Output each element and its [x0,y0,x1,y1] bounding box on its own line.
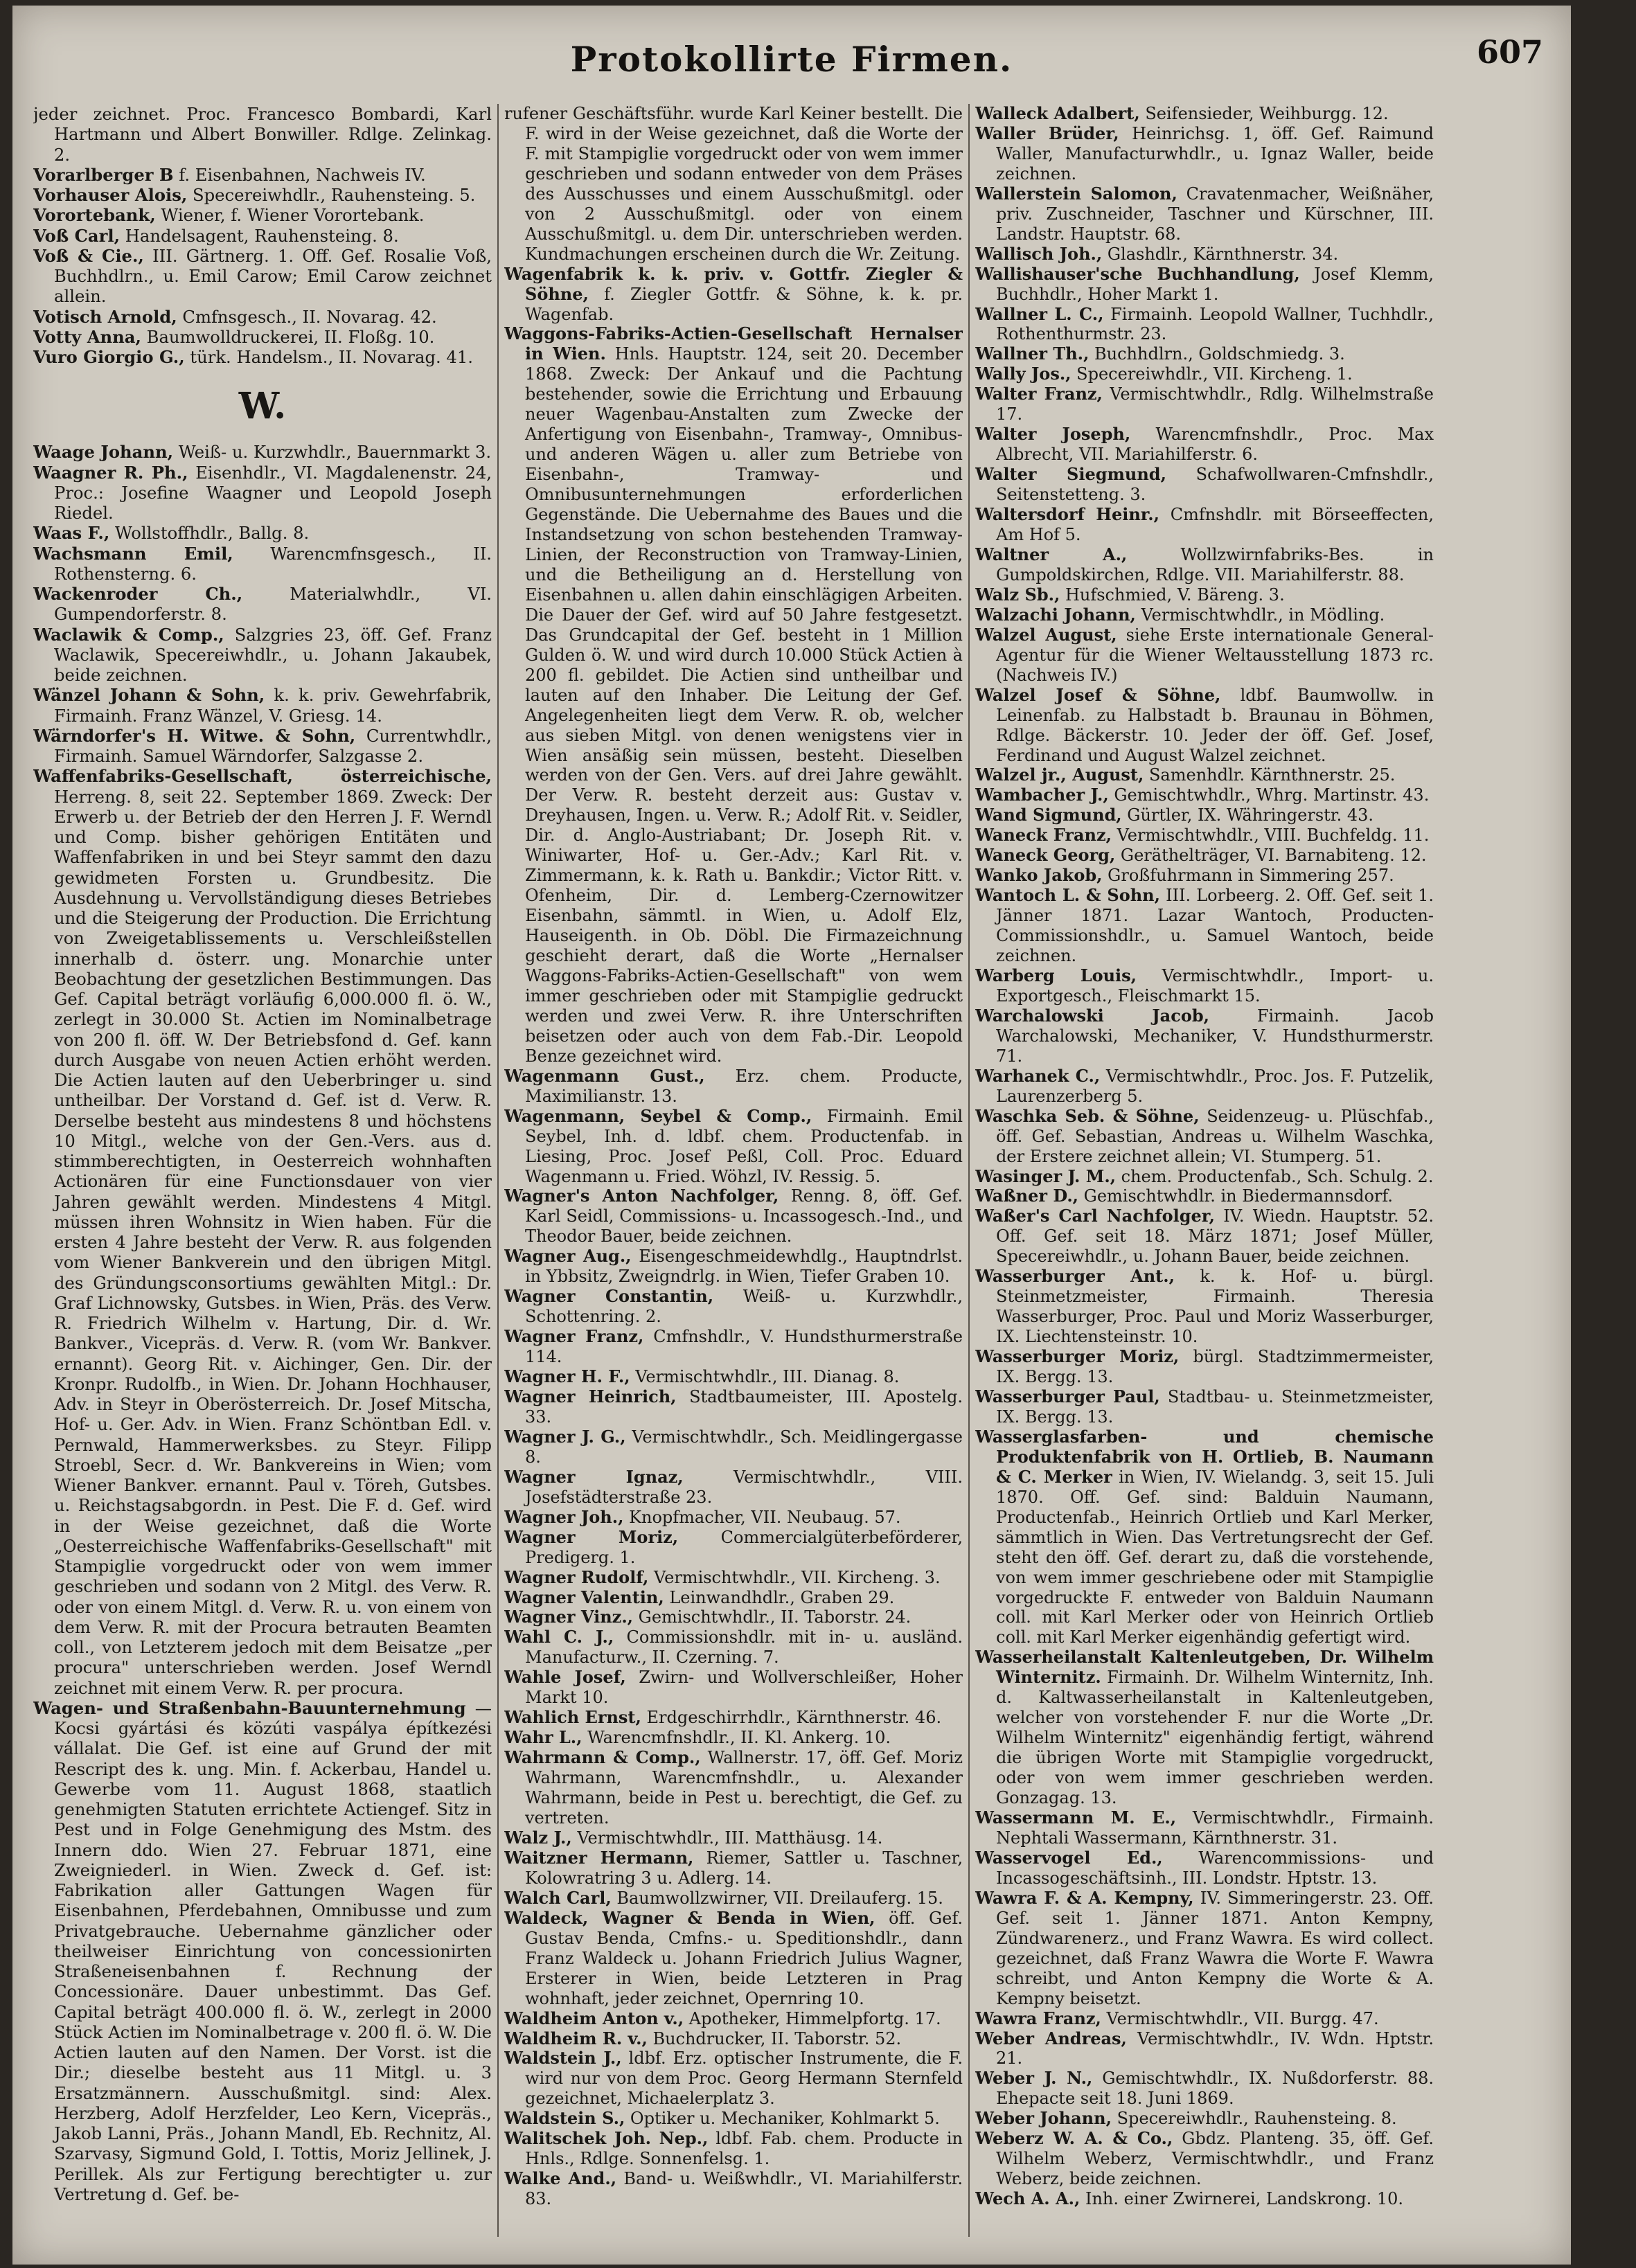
firm-name: Wech A. A., [975,2188,1081,2209]
firm-details: ldbf. Baumwollw. in Leinenfab. zu Halbstadt b. Braunau in Böhmen, Rdlge. Bäckerstr. 10. Jeder der öff. Gef. Josef, Ferdinand und August Walzel zeichnet. [996,685,1434,765]
firm-name: Wasservogel Ed., [975,1847,1163,1868]
firm-name: Wagner Ignaz, [504,1466,684,1487]
firm-entry [33,584,492,625]
firm-details: Knopfmacher, VII. Neubaug. 57. [623,1507,901,1527]
firm-name: Walz J., [504,1827,572,1848]
firm-details: öff. Gef. Gustav Benda, Cmfns.- u. Speditionshdlr., dann Franz Waldeck u. Johann Friedrich Julius Wagner, Ersterer in Wien, beide Letzteren in Prag wohnhaft, jeder zeichnet, Opernring 10. [525,1908,963,2008]
firm-details: f. Ziegler Gottfr. & Söhne, k. k. pr. Wagenfab. [525,284,963,324]
firm-name: Wasserheilanstalt Kaltenleutgeben, Dr. Wilhelm Winternitz. [975,1647,1434,1688]
firm-details: IV. Wiedn. Hauptstr. 52. Off. Gef. seit 18. März 1871; Josef Müller, Specereiwhdlr., u. Johann Bauer, beide zeichnen. [996,1206,1434,1267]
firm-entry [33,685,492,726]
firm-entry [975,1888,1434,2009]
firm-entry [975,1808,1434,1848]
firm-name: Wärndorfer's H. Witwe. & Sohn, [33,725,356,746]
firm-entry [975,1107,1434,1167]
firm-entry [975,104,1434,124]
firm-entry [975,2109,1434,2129]
firm-details: Vermischtwhdlr., VII. Kircheng. 3. [648,1567,941,1587]
firm-name: Walzachi Johann, [975,604,1136,625]
firm-entry [975,425,1434,465]
firm-details: Wiener, f. Wiener Vorortebank. [155,205,425,226]
firm-name: Wagen- und Straßenbahn-Bauunternehmung [33,1697,466,1718]
firm-entry [504,1247,963,1287]
firm-name: Wasserburger Moriz, [975,1346,1180,1367]
firm-name: Wambacher J., [975,785,1109,805]
firm-details: Gemischtwhdlr., Whrg. Martinstr. 43. [1108,785,1430,805]
firm-name: Walzel jr., August, [975,765,1144,785]
firm-details: III. Lorbeerg. 2. Off. Gef. seit 1. Jänner 1871. Lazar Wantoch, Producten-Commissionshdlr., u. Samuel Wantoch, beide zeichnen. [996,886,1434,966]
firm-details: Gürtler, IX. Währingerstr. 43. [1121,805,1374,825]
firm-details: Firmainh. Emil Seybel, Inh. d. ldbf. chem. Productenfab. in Liesing, Proc. Josef Peßl, Coll. Proc. Eduard Wagenmann u. Fried. Wöhzl, IV. Ressig. 5. [525,1106,963,1186]
firm-name: Weber Johann, [975,2108,1112,2129]
firm-details: Band- u. Weißwhdlr., VI. Mariahilferstr. 83. [525,2169,963,2209]
firm-entry [975,1006,1434,1066]
firm-entry [975,244,1434,265]
firm-entry [504,1828,963,1848]
firm-details: Inh. einer Zwirnerei, Landskrong. 10. [1080,2189,1404,2209]
firm-details: Stadtbau- u. Steinmetzmeister, IX. Bergg. 13. [996,1387,1434,1427]
firm-details: Baumwolldruckerei, II. Floßg. 10. [141,326,435,347]
firm-name: Waldeck, Wagner & Benda in Wien, [504,1907,875,1928]
firm-entry [975,625,1434,686]
firm-entry [504,1186,963,1247]
firm-name: Wagner Moriz, [504,1526,679,1547]
firm-name: Wagenmann, Seybel & Comp., [504,1105,812,1126]
firm-details: rufener Geschäftsführ. wurde Karl Keiner bestellt. Die F. wird in der Weise gezeichnet, daß die Worte der F. mit Stampiglie vorgedruckt oder von wem immer geschrieben und sodann entweder von dem Präses des Ausschusses und einem Ausschußmitgl. oder von 2 Ausschußmitgl. oder von einem Ausschußmitgl. u. dem Dir. unterschrieben werden. Kundmachungen erscheinen durch die Wr. Zeitung. [504,104,963,264]
firm-entry [975,1167,1434,1187]
firm-entry [975,765,1434,785]
firm-name: Wagner Constantin, [504,1286,714,1307]
firm-name: Waldheim Anton v., [504,2008,684,2028]
firm-entry [975,384,1434,425]
firm-details: Specereiwhdlr., Rauhensteing. 5. [187,185,476,205]
firm-name: Wahlich Ernst, [504,1707,641,1728]
firm-name: Waffenfabriks-Gesellschaft, österreichische, [33,766,492,787]
firm-name: Waldstein J., [504,2048,622,2069]
directory-page [12,6,1571,2265]
firm-entry [975,1186,1434,1206]
firm-entry [33,246,492,307]
firm-details: chem. Productenfab., Sch. Schulg. 2. [1116,1166,1434,1186]
firm-entry [504,2109,963,2129]
firm-name: Wassermann M. E., [975,1807,1177,1828]
firm-name: Weber Andreas, [975,2028,1127,2048]
firm-entry [504,1287,963,1327]
firm-name: Wallishauser'sche Buchhandlung, [975,263,1300,284]
firm-details: Eisengeschmeidewhdlg., Hauptndrlst. in Ybbsitz, Zweigndrlg. in Wien, Tiefer Graben 10. [525,1247,963,1287]
firm-entry [504,1327,963,1367]
firm-entry [975,605,1434,625]
firm-details: Erz. chem. Producte, Maximilianstr. 13. [525,1066,963,1106]
firm-name: Voß & Cie., [33,245,144,266]
firm-entry [975,545,1434,585]
firm-entry [504,104,963,265]
firm-name: Walke And., [504,2168,617,2189]
firm-name: Walleck Adalbert, [975,104,1140,123]
firm-entry [33,185,492,205]
firm-entry [975,1206,1434,1267]
firm-name: Votisch Arnold, [33,306,177,327]
firm-name: Wawra F. & A. Kempny, [975,1887,1194,1908]
firm-entry [504,1728,963,1748]
firm-name: Waneck Georg, [975,845,1116,866]
firm-entry [975,866,1434,886]
firm-entry [504,1427,963,1467]
firm-entry [975,686,1434,766]
firm-name: Wahrmann & Comp., [504,1747,701,1768]
firm-details: — Kocsi gyártási és közúti vaspálya építkezési vállalat. Die Gef. ist eine auf Grund der mit Rescript des k. ung. Min. f. Ackerbau, Handel u. Gewerbe vom 11. August 1868, staatlich genehmigten Statuten errichtete Actiengef. Sitz in Pest und in Folge Genehmigung des Mstm. des Innern ddo. Wien 27. Februar 1871, eine Zweigniederl. in Wien. Zweck d. Gef. ist: Fabrikation aller Gattungen Wagen für Eisenbahnen, Pferdebahnen, Omnibusse und zum Privatgebrauche. Uebernahme gänzlicher oder theilweiser Einrichtung von concessionirten Straßeneisenbahnen f. Rechnung der Concessionäre. Dauer unbestimmt. Das Gef. Capital beträgt 400.000 fl. ö. W., zerlegt in 2000 Stück Actien im Nominalbetrage v. 200 fl. ö. W. Die Actien lauten auf den Namen. Der Vorst. ist die Dir.; dieselbe besteht aus 11 Mitgl. u. 3 Ersatzmännern. Ausschußmitgl. sind: Alex. Herzberg, Adolf Herzfelder, Leo Kern, Vicepräs., Jakob Lanni, Präs., Johann Mandl, Eb. Rechnitz, Al. Szarvasy, Sigmund Gold, I. Tottis, Moriz Jellinek, J. Perillek. Als zur Fertigung berechtigter u. zur Vertretung d. Gef. be- [54,1697,492,2204]
firm-name: Waldstein S., [504,2108,625,2129]
firm-details: Gemischtwhdlr., II. Taborstr. 24. [633,1607,912,1627]
firm-entry [504,265,963,325]
firm-name: Waage Johann, [33,442,174,463]
firm-entry [975,305,1434,345]
firm-entry [975,505,1434,545]
firm-details: f. Eisenbahnen, Nachweis IV. [173,164,426,185]
firm-entry [33,327,492,347]
firm-entry [975,805,1434,825]
firm-details: III. Gärtnerg. 1. Off. Gef. Rosalie Voß, Buchhdlrn., u. Emil Carow; Emil Carow zeichnet allein. [54,245,492,307]
firm-details: Herreng. 8, seit 22. September 1869. Zweck: Der Erwerb u. der Betrieb der den Herren J. F. Werndl und Comp. bisher gehörigen Entitäten und Waffenfabriken in und bei Steyr sammt den dazu gewidmeten Forsten u. Grundbesitz. Die Ausdehnung u. Vervollständigung dieses Betriebes und die Steigerung der Production. Die Errichtung von Zweigetablissements u. Verschleißstellen innerhalb d. österr. ung. Monarchie unter Beobachtung der gesetzlichen Bestimmungen. Das Gef. Capital beträgt vorläufig 6,000.000 fl. ö. W., zerlegt in 30.000 St. Actien im Nominalbetrage von 200 fl. öff. W. Der Betriebsfond d. Gef. kann durch Ausgabe von neuen Actien erhöht werden. Die Actien lauten auf den Ueberbringer u. sind untheilbar. Der Vorstand d. Gef. ist d. Verw. R. Derselbe besteht aus mindestens 8 und höchstens 10 Mitgl., welche von der Gen.-Vers. aus d. stimmberechtigten, in Oesterreich wohnhaften Actionären für eine Functionsdauer von vier Jahren gewählt werden. Mindestens 4 Mitgl. müssen ihren Wohnsitz in Wien haben. Für die ersten 4 Jahre besteht der Verw. R. aus folgenden vom Wiener Bankverein und den übrigen Mitgl. des Gründungsconsortiums gewählten Mitgl.: Dr. Graf Lichnowsky, Gutsbes. in Wien, Präs. des Verw. R. Friedrich Wilhelm v. Hartung, Dir. d. Wr. Bankver., Vicepräs. d. Verw. R. (vom Wr. Bankver. ernannt). Georg Rit. v. Aichinger, Gen. Dir. der Kronpr. Rudolfb., in Wien. Dr. Johann Hochhauser, Adv. in Steyr in Oberösterreich. Dr. Josef Mitscha, Hof- u. Ger. Adv. in Wien. Franz Schöntban Edl. v. Pernwald, Hammerwerksbes. zu Steyr. Filipp Stroebl, Secr. d. Wr. Bankvereins in Wien; vom Wiener Bankver. ernannt. Paul v. Töreh, Gutsbes. u. Reichstagsabgordn. in Pest. Die F. d. Gef. wird in der Weise gezeichnet, daß die Worte „Oesterreichische Waffenfabriks-Gesellschaft" mit Stampiglie vorgedruckt oder von wem immer geschrieben und sodann von 2 Mitgl. des Verw. R. oder von einem Mitgl. d. Verw. R. u. von einem von dem Verw. R. mit der Procura betrauten Beamten coll., von Letzterem jedoch mit dem Beisatze „per procura" unterschrieben werden. Josef Werndl zeichnet mit einem Verw. R. per procura. [54,786,492,1698]
firm-name: Wagner's Anton Nachfolger, [504,1186,779,1206]
firm-name: Waneck Franz, [975,825,1112,846]
firm-entry [975,966,1434,1006]
firm-entry [504,1107,963,1187]
firm-details: Apotheker, Himmelpfortg. 17. [684,2008,941,2028]
firm-entry [975,846,1434,866]
firm-name: Waldheim R. v., [504,2028,648,2048]
firm-entry [504,2129,963,2169]
firm-entry [504,1748,963,1828]
firm-entry [975,1347,1434,1387]
firm-details: Seifensieder, Weihburgg. 12. [1139,104,1389,123]
firm-name: Vorhauser Alois, [33,185,188,205]
firm-name: Wagner J. G., [504,1426,626,1447]
firm-name: Waitzner Hermann, [504,1847,694,1868]
firm-details: IV. Simmeringerstr. 23. Off. Gef. seit 1. Jänner 1871. Anton Kempny, Zündwarenerz., und Franz Wawra. Es wird collect. gezeichnet, daß Franz Wawra die Worte F. Wawra schreibt, und Anton Kempny die Worte & A. Kempny beisetzt. [996,1888,1434,2008]
firm-entry [33,226,492,246]
firm-details: Vermischtwhdlr., Sch. Meidlingergasse 8. [525,1427,963,1467]
firm-name: Wagner Valentin, [504,1587,664,1607]
firm-name: Votty Anna, [33,326,141,347]
firm-name: Wahl C. J., [504,1627,614,1648]
firm-entry [504,1367,963,1387]
firm-details: Warencmfnsgesch., II. Rothensterng. 6. [54,543,492,584]
firm-entry [504,2009,963,2029]
firm-name: Wagenfabrik k. k. priv. v. Gottfr. Ziegler & Söhne, [504,263,963,304]
firm-name: Waas F., [33,523,110,544]
firm-details: Warencmfnshdlr., II. Kl. Ankerg. 10. [582,1728,891,1748]
firm-details: Salzgries 23, öff. Gef. Franz Waclawik, Specereiwhdlr., u. Johann Jakaubek, beide zeichnen. [54,624,492,685]
firm-entry [33,766,492,1698]
firm-details: Hufschmied, V. Bäreng. 3. [1060,584,1285,605]
firm-name: Wasserglasfarben- und chemische Produktenfabrik von H. Ortlieb, B. Naumann & C. Merker [975,1426,1434,1487]
firm-name: Waltersdorf Heinr., [975,504,1159,525]
firm-details: ldbf. Erz. optischer Instrumente, die F. wird nur von dem Proc. Georg Hermann Sternfeld gezeichnet, Michaelerplatz 3. [525,2048,963,2109]
firm-details: Wollzwirnfabriks-Bes. in Gumpoldskirchen, Rdlge. VII. Mariahilferstr. 88. [996,544,1434,584]
firm-details: jeder zeichnet. Proc. Francesco Bombardi, Karl Hartmann und Albert Bonwiller. Rdlge. Zelinkag. 2. [33,104,492,165]
firm-name: Vorarlberger B [33,164,174,185]
firm-entry [504,324,963,1066]
firm-entry [975,344,1434,364]
firm-details: Vermischtwhdlr., Import- u. Exportgesch., Fleischmarkt 15. [996,965,1434,1006]
firm-entry [33,1698,492,2204]
firm-name: Wasserburger Paul, [975,1386,1160,1407]
firm-entry [33,523,492,543]
firm-entry [975,1387,1434,1427]
firm-details: Currentwhdlr., Firmainh. Samuel Wärndorfer, Salzgasse 2. [54,725,492,766]
firm-details: Commissionshdlr. mit in- u. ausländ. Manufacturw., II. Czerning. 7. [525,1627,963,1668]
firm-entry [33,544,492,584]
firm-entry [975,265,1434,305]
firm-details: Vermischtwhdlr., Rdlg. Wilhelmstraße 17. [996,384,1434,425]
firm-name: Wawra Franz, [975,2008,1101,2028]
firm-entry [504,2169,963,2209]
firm-name: Wagner Aug., [504,1246,632,1267]
firm-name: Waßer's Carl Nachfolger, [975,1206,1216,1226]
firm-name: Vuro Giorgio G., [33,347,185,367]
firm-entry [33,165,492,185]
firm-details: Vermischtwhdlr., IV. Wdn. Hptstr. 21. [996,2028,1434,2069]
firm-details: bürgl. Stadtzimmermeister, IX. Bergg. 13. [996,1347,1434,1387]
firm-entry [975,886,1434,966]
firm-name: Wallerstein Salomon, [975,183,1177,204]
firm-details: Cmfnshdlr. mit Börseeffecten, Am Hof 5. [996,505,1434,545]
firm-details: türk. Handelsm., II. Novarag. 41. [184,347,473,367]
firm-entry [504,1888,963,1909]
firm-details: k. k. priv. Gewehrfabrik, Firmainh. Franz Wänzel, V. Griesg. 14. [54,685,492,726]
firm-details: Handelsagent, Rauhensteing. 8. [120,225,399,246]
firm-details: Materialwhdlr., VI. Gumpendorferstr. 8. [54,584,492,625]
firm-details: Riemer, Sattler u. Taschner, Kolowratring 3 u. Adlerg. 14. [525,1848,963,1888]
firm-details: Geräthelträger, VI. Barnabiteng. 12. [1115,846,1427,866]
firm-details: Vermischtwhdlr., VIII. Buchfeldg. 11. [1111,825,1430,846]
firm-details: Schafwollwaren-Cmfnshdlr., Seitenstetteng. 3. [996,465,1434,505]
firm-details: Weiß- u. Kurzwhdlr., Schottenring. 2. [525,1287,963,1327]
firm-details: Seidenzeug- u. Plüschfab., öff. Gef. Sebastian, Andreas u. Wilhelm Waschka, der Erstere zeichnet allein; VI. Stumperg. 51. [996,1106,1434,1166]
firm-details: k. k. Hof- u. bürgl. Steinmetzmeister, Firmainh. Theresia Wasserburger, Proc. Paul und Moriz Wasserburger, IX. Liechtensteinstr. 10. [996,1267,1434,1347]
firm-name: Wagner Heinrich, [504,1386,677,1407]
firm-entry [975,785,1434,805]
firm-name: Wanko Jakob, [975,865,1103,886]
firm-details: in Wien, IV. Wielandg. 3, seit 15. Juli 1870. Off. Gef. sind: Balduin Naumann, Productenfab., Heinrich Ortlieb und Karl Merker, sämmtlich in Wien. Das Vertretungsrecht der Gef. steht den öff. Gef. derart zu, daß die vorstehende, von wem immer geschriebene oder mit Stampiglie vorgedruckte F. entweder von Balduin Naumann coll. mit Karl Merker oder von Heinrich Ortlieb coll. mit Karl Merker eigenhändig gefertigt wird. [996,1467,1434,1648]
firm-entry [504,1588,963,1608]
firm-name: Walz Sb., [975,584,1060,605]
firm-entry [504,1508,963,1528]
firm-entry [975,585,1434,605]
section-letter-heading: W. [238,385,287,428]
firm-entry [504,1066,963,1107]
firm-entry [975,1427,1434,1648]
firm-details: Zwirn- und Wollverschleißer, Hoher Markt 10. [525,1668,963,1708]
firm-details: Vermischtwhdlr., III. Dianag. 8. [630,1367,900,1387]
firm-details: Commercialgüterbeförderer, Predigerg. 1. [525,1527,963,1567]
firm-name: Wagner Vinz., [504,1607,634,1627]
firm-details: Wollstoffhdlr., Ballg. 8. [109,523,310,544]
firm-details: Glashdlr., Kärnthnerstr. 34. [1102,244,1339,264]
firm-entry [504,2029,963,2049]
firm-details: Specereiwhdlr., VII. Kircheng. 1. [1071,364,1353,384]
firm-name: Walitschek Joh. Nep., [504,2128,709,2149]
firm-name: Wagner H. F., [504,1366,630,1387]
firm-details: Warencommissions- und Incassogeschäftsinh., III. Londstr. Hptstr. 13. [996,1848,1434,1888]
firm-details: Weiß- u. Kurzwhdlr., Bauernmarkt 3. [173,442,492,463]
column-divider [497,104,499,2237]
firm-name: Wahle Josef, [504,1667,626,1688]
firm-details: Vermischtwhdlr., in Mödling. [1135,605,1385,625]
firm-details: Hnls. Hauptstr. 124, seit 20. December 1868. Zweck: Der Ankauf und die Pachtung bestehender, sowie die Errichtung und Erbauung neuer Wagenbau-Anstalten zum Zwecke der Anfertigung von Eisenbahn-, Tramway-, Omnibus- und anderen Wägen u. aller zum Betriebe von Eisenbahn-, Tramway- und Omnibusunternehmungen erforderlichen Gegenstände. Die Uebernahme des Baues und die Instandsetzung von schon bestehenden Tramway-Linien, der Reconstruction von Tramway-Linien, und die Betheiligung an d. Herstellung von Eisenbahnen u. allen dahin einschlägigen Arbeiten. Die Dauer der Gef. wird auf 50 Jahre festgesetzt. Das Grundcapital der Gef. besteht in 1 Million Gulden ö. W. und wird durch 10.000 Stück Actien à 200 fl. gebildet. Die Actien sind untheilbar und lauten auf den Inhaber. Die Leitung der Gef. Angelegenheiten liegt dem Verw. R. ob, welcher aus sieben Mitgl. von denen wenigstens vier in Wien ansäßig sein müssen, besteht. Dieselben werden von der Gen. Vers. auf drei Jahre gewählt. Der Verw. R. besteht derzeit aus: Gustav v. Dreyhausen, Ingen. u. Verw. R.; Adolf Rit. v. Seidler, Dir. d. Anglo-Austriabant; Dr. Joseph Rit. v. Winiwarter, Hof- u. Ger.-Adv.; Karl Rit. v. Zimmermann, k. k. Rath u. Bankdir.; Victor Ritt. v. Ofenheim, Dir. d. Lemberg-Czernowitzer Eisenbahn, sämmtl. in Wien, u. Adolf Elz, Hauseigenth. in Ob. Döbl. Die Firmazeichnung geschieht derart, daß die Worte „Hernalser Waggons-Fabriks-Actien-Gesellschaft" von wem immer geschrieben oder mit Stampiglie gedruckt werden und zwei Verw. R. ihre Unterschriften beisetzen oder auch von dem Fab.-Dir. Leopold Benze gezeichnet wird. [525,344,963,1066]
firm-name: Wackenroder Ch., [33,584,243,604]
firm-details: Heinrichsg. 1, öff. Gef. Raimund Waller, Manufacturwhdlr., u. Ignaz Waller, beide zeichnen. [996,123,1434,184]
firm-name: Vorortebank, [33,205,156,226]
firm-details: Gemischtwhdlr. in Biedermannsdorf. [1078,1186,1394,1206]
firm-name: Wallisch Joh., [975,243,1103,264]
firm-details: Gemischtwhdlr., IX. Nußdorferstr. 88. Ehepacte seit 18. Juni 1869. [996,2069,1434,2109]
firm-entry [504,1467,963,1508]
firm-entry [975,2069,1434,2109]
firm-name: Waltner A., [975,544,1128,564]
firm-name: Wasinger J. M., [975,1166,1117,1186]
firm-entry [975,124,1434,184]
firm-details: Renng. 8, öff. Gef. Karl Seidl, Commissions- u. Incassogesch.-Ind., und Theodor Bauer, beide zeichnen. [525,1186,963,1247]
firm-entry [975,2029,1434,2069]
firm-entry [975,465,1434,505]
firm-name: Waller Brüder, [975,123,1119,143]
firm-name: Waggons-Fabriks-Actien-Gesellschaft Hernalser in Wien. [504,323,963,364]
firm-name: Wasserburger Ant., [975,1266,1175,1287]
firm-name: Wagner Joh., [504,1506,624,1527]
firm-name: Weber J. N., [975,2068,1093,2089]
firm-entry [975,184,1434,244]
firm-entry [975,2009,1434,2029]
page-title: Protokollirte Firmen. [570,39,1013,80]
page-number: 607 [1476,33,1543,71]
firm-details: Großfuhrmann in Simmering 257. [1102,866,1394,886]
firm-details: Vermischtwhdlr., III. Matthäusg. 14. [571,1828,883,1848]
firm-details: Specereiwhdlr., Rauhensteing. 8. [1111,2109,1397,2129]
firm-entry [33,442,492,462]
firm-entry [975,1267,1434,1347]
firm-name: Waagner R. Ph., [33,462,188,483]
firm-entry [975,1066,1434,1107]
firm-details: Gbdz. Planteng. 35, öff. Gef. Wilhelm Weberz, Vermischtwhdlr., und Franz Weberz, beide zeichnen. [996,2129,1434,2189]
firm-name: Wagenmann Gust., [504,1065,705,1086]
firm-details: Firmainh. Jacob Warchalowski, Mechaniker, V. Hundsthurmerstr. 71. [996,1006,1434,1066]
firm-details: Erdgeschirrhdlr., Kärnthnerstr. 46. [641,1708,942,1728]
firm-entry [504,1909,963,2009]
firm-entry [33,347,492,367]
firm-details: Optiker u. Mechaniker, Kohlmarkt 5. [625,2109,940,2129]
firm-details: Vermischtwhdlr., Firmainh. Nephtali Wassermann, Kärnthnerstr. 31. [996,1808,1434,1848]
firm-details: Buchdrucker, II. Taborstr. 52. [647,2028,902,2048]
firm-details: Cmfnsgesch., II. Novarag. 42. [177,306,437,327]
firm-details: Samenhdlr. Kärnthnerstr. 25. [1144,765,1396,785]
firm-name: Walter Franz, [975,384,1103,404]
firm-entry [975,2189,1434,2209]
column-1 [33,104,492,2237]
firm-details: Buchhdlrn., Goldschmiedg. 3. [1089,344,1345,364]
firm-details: Vermischtwhdlr., VIII. Josefstädterstraße 23. [525,1467,963,1507]
firm-details: Stadtbaumeister, III. Apostelg. 33. [525,1387,963,1427]
firm-details: Leinwandhdlr., Graben 29. [664,1587,895,1607]
firm-entry [504,1668,963,1708]
firm-entry [504,1607,963,1627]
firm-details: Cravatenmacher, Weißnäher, priv. Zuschneider, Taschner und Kürschner, III. Landstr. Hauptstr. 68. [996,184,1434,244]
firm-name: Wachsmann Emil, [33,543,233,564]
firm-name: Weberz W. A. & Co., [975,2128,1173,2149]
firm-name: Warberg Louis, [975,965,1137,985]
firm-name: Wantoch L. & Sohn, [975,885,1160,906]
firm-entry [33,625,492,686]
firm-entry [504,1708,963,1728]
firm-entry [975,825,1434,846]
firm-details: Firmainh. Leopold Wallner, Tuchhdlr., Rothenthurmstr. 23. [996,304,1434,344]
firm-entry [33,726,492,767]
firm-details: Firmainh. Dr. Wilhelm Winternitz, Inh. d. Kaltwasserheilanstalt in Kaltenleutgeben, welcher von vorstehender F. nur die Worte „Dr. Wilhelm Winternitz" eigenhändig fertigt, während die übrigen Worte mit Stampiglie vorgedruckt, oder von wem immer geschrieben werden. Gonzagag. 13. [996,1668,1434,1808]
firm-entry [975,1648,1434,1808]
firm-name: Walzel August, [975,624,1117,645]
firm-name: Waßner D., [975,1186,1079,1206]
firm-details: Eisenhdlr., VI. Magdalenenstr. 24, Proc.: Josefine Waagner und Leopold Joseph Riedel. [54,462,492,523]
firm-name: Wallner L. C., [975,303,1104,324]
firm-entry [975,2129,1434,2189]
column-divider [968,104,970,2237]
firm-name: Walter Siegmund, [975,464,1166,485]
firm-entry [33,307,492,327]
firm-entry [504,1387,963,1427]
firm-name: Walzel Josef & Söhne, [975,684,1221,705]
firm-details: Josef Klemm, Buchhdlr., Hoher Markt 1. [996,264,1434,304]
firm-name: Walch Carl, [504,1887,612,1908]
firm-name: Wagner Franz, [504,1326,644,1347]
firm-entry [504,1528,963,1568]
firm-name: Waschka Seb. & Söhne, [975,1105,1200,1126]
column-3 [975,104,1434,2237]
firm-entry [504,2048,963,2109]
firm-details: Vermischtwhdlr., VII. Burgg. 47. [1101,2008,1379,2028]
firm-name: Walter Joseph, [975,424,1131,445]
firm-name: Wand Sigmund, [975,805,1122,825]
firm-name: Wänzel Johann & Sohn, [33,685,265,706]
firm-name: Wahr L., [504,1727,583,1748]
firm-details: Wallnerstr. 17, öff. Gef. Moriz Wahrmann, Warencmfnshdlr., u. Alexander Wahrmann, beide in Pest u. berechtigt, die Gef. zu vertreten. [525,1748,963,1828]
firm-details: ldbf. Fab. chem. Producte in Hnls., Rdlge. Sonnenfelsg. 1. [525,2129,963,2169]
firm-details: Vermischtwhdlr., Proc. Jos. F. Putzelik, Laurenzerberg 5. [996,1066,1434,1106]
firm-name: Wagner Rudolf, [504,1566,649,1587]
firm-details: Cmfnshdlr., V. Hundsthurmerstraße 114. [525,1327,963,1367]
firm-name: Wally Jos., [975,364,1072,384]
firm-details: siehe Erste internationale General-Agentur für die Wiener Weltausstellung 1873 rc. (Nachweis IV.) [996,625,1434,685]
firm-entry [33,104,492,165]
firm-name: Voß Carl, [33,225,121,246]
firm-name: Warhanek C., [975,1065,1101,1086]
firm-details: Warencmfnshdlr., Proc. Max Albrecht, VII. Mariahilferstr. 6. [996,425,1434,465]
firm-entry [975,364,1434,384]
firm-entry [504,1568,963,1588]
firm-entry [975,1848,1434,1888]
firm-entry [33,205,492,225]
firm-name: Warchalowski Jacob, [975,1005,1209,1026]
firm-name: Wallner Th., [975,343,1090,364]
firm-name: Waclawik & Comp., [33,624,224,645]
firm-entry [504,1848,963,1888]
firm-details: Baumwollzwirner, VII. Dreilauferg. 15. [611,1888,943,1908]
firm-entry [33,463,492,524]
firm-entry [504,1627,963,1668]
column-2 [504,104,963,2237]
